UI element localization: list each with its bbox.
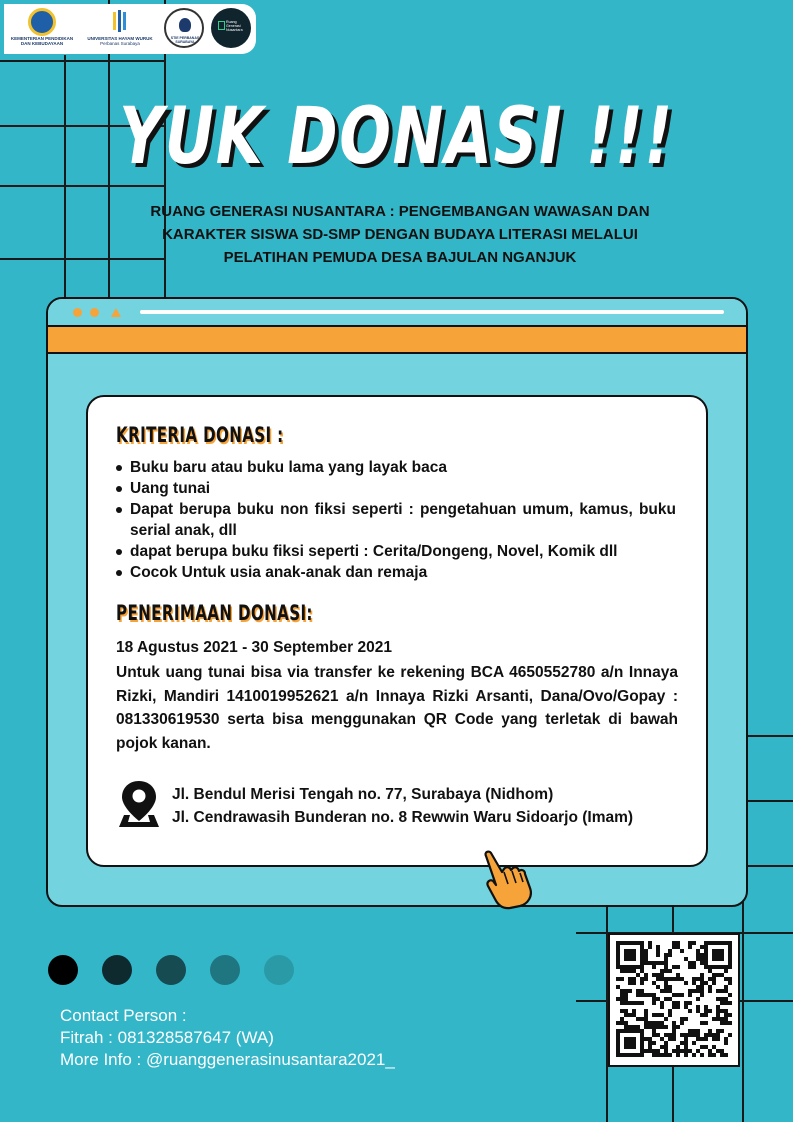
- contact-block: [60, 1005, 395, 1071]
- rgn-emblem-icon: [211, 8, 251, 48]
- grid-line: [0, 185, 166, 187]
- transfer-info: Untuk uang tunai bisa via transfer ke rekening BCA 4650552780 a/n Innaya Rizki, Mandiri 1410019952621 a/n Innaya Rizki Arsanti, Dana/Ovo/Gopay : 081330619530 serta bisa menggunakan QR Code yang terletak di bawah pojok kanan.: [116, 664, 678, 752]
- address-line: Jl. Cendrawasih Bunderan no. 8 Rewwin Waru Sidoarjo (Imam): [172, 809, 634, 826]
- unhw-caption: UNIVERSITAS HAYAM WURUK: [87, 36, 153, 41]
- window-dot-icon: [73, 308, 82, 317]
- kemdikbud-logo: [10, 8, 74, 46]
- grid-line: [64, 55, 66, 300]
- list-item: Buku baru atau buku lama yang layak baca: [116, 457, 676, 478]
- reception-period: 18 Agustus 2021 - 30 September 2021: [116, 639, 392, 656]
- content-card: [86, 395, 708, 867]
- address-list: [172, 783, 633, 829]
- stie-caption: STIE PERBANAS SURABAYA: [170, 36, 200, 44]
- decorative-dot-icon: [48, 955, 78, 985]
- grid-line: [742, 800, 793, 802]
- logo-bar: [4, 4, 256, 54]
- grid-line: [742, 865, 793, 867]
- contact-heading: Contact Person :: [60, 1006, 187, 1025]
- window-triangle-icon: [111, 308, 121, 317]
- window-orange-bar: [48, 327, 746, 354]
- main-title: YUK DONASI !!!: [119, 92, 674, 182]
- map-pin-icon: [116, 779, 162, 829]
- window-address-bar: [140, 310, 724, 314]
- decorative-dot-icon: [156, 955, 186, 985]
- reception-heading: PENERIMAAN DONASI:: [116, 601, 313, 625]
- decorative-dot-icon: [264, 955, 294, 985]
- address-line: Jl. Bendul Merisi Tengah no. 77, Surabaya (Nidhom): [172, 786, 554, 803]
- grid-line: [0, 60, 166, 62]
- unhw-logo: [80, 8, 160, 46]
- rgn-logo: [210, 8, 252, 48]
- criteria-list: [116, 457, 676, 583]
- decorative-dot-icon: [102, 955, 132, 985]
- window-dot-icon: [90, 308, 99, 317]
- contact-more-info: More Info : @ruanggenerasinusantara2021_: [60, 1050, 395, 1069]
- list-item: Dapat berupa buku non fiksi seperti : pengetahuan umum, kamus, buku serial anak, dll: [116, 499, 676, 541]
- stie-emblem-icon: [164, 8, 204, 48]
- criteria-heading: KRITERIA DONASI :: [116, 423, 284, 447]
- pointing-hand-icon: [478, 850, 536, 910]
- window-titlebar: [48, 299, 746, 327]
- grid-line: [742, 735, 793, 737]
- kemdikbud-emblem-icon: [28, 8, 56, 36]
- qr-code-icon: [610, 935, 738, 1065]
- contact-phone: Fitrah : 081328587647 (WA): [60, 1028, 274, 1047]
- list-item: Cocok Untuk usia anak-anak dan remaja: [116, 562, 676, 583]
- unhw-subcaption: Perbanas Surabaya: [100, 41, 140, 46]
- decorative-dot-icon: [210, 955, 240, 985]
- qr-code: [608, 933, 740, 1067]
- kemdikbud-caption: KEMENTERIAN PENDIDIKAN DAN KEBUDAYAAN: [10, 36, 74, 46]
- subtitle: RUANG GENERASI NUSANTARA : PENGEMBANGAN WAWASAN DAN KARAKTER SISWA SD-SMP DENGAN BUDAYA LITERASI MELALUI PELATIHAN PEMUDA DESA BAJULAN NGANJUK: [150, 203, 650, 266]
- rgn-caption: Ruang Generasi Nusantara: [226, 20, 243, 33]
- list-item: Uang tunai: [116, 478, 676, 499]
- list-item: dapat berupa buku fiksi seperti : Cerita/Dongeng, Novel, Komik dll: [116, 541, 676, 562]
- unhw-emblem-icon: [111, 8, 129, 36]
- stie-logo: [162, 8, 206, 48]
